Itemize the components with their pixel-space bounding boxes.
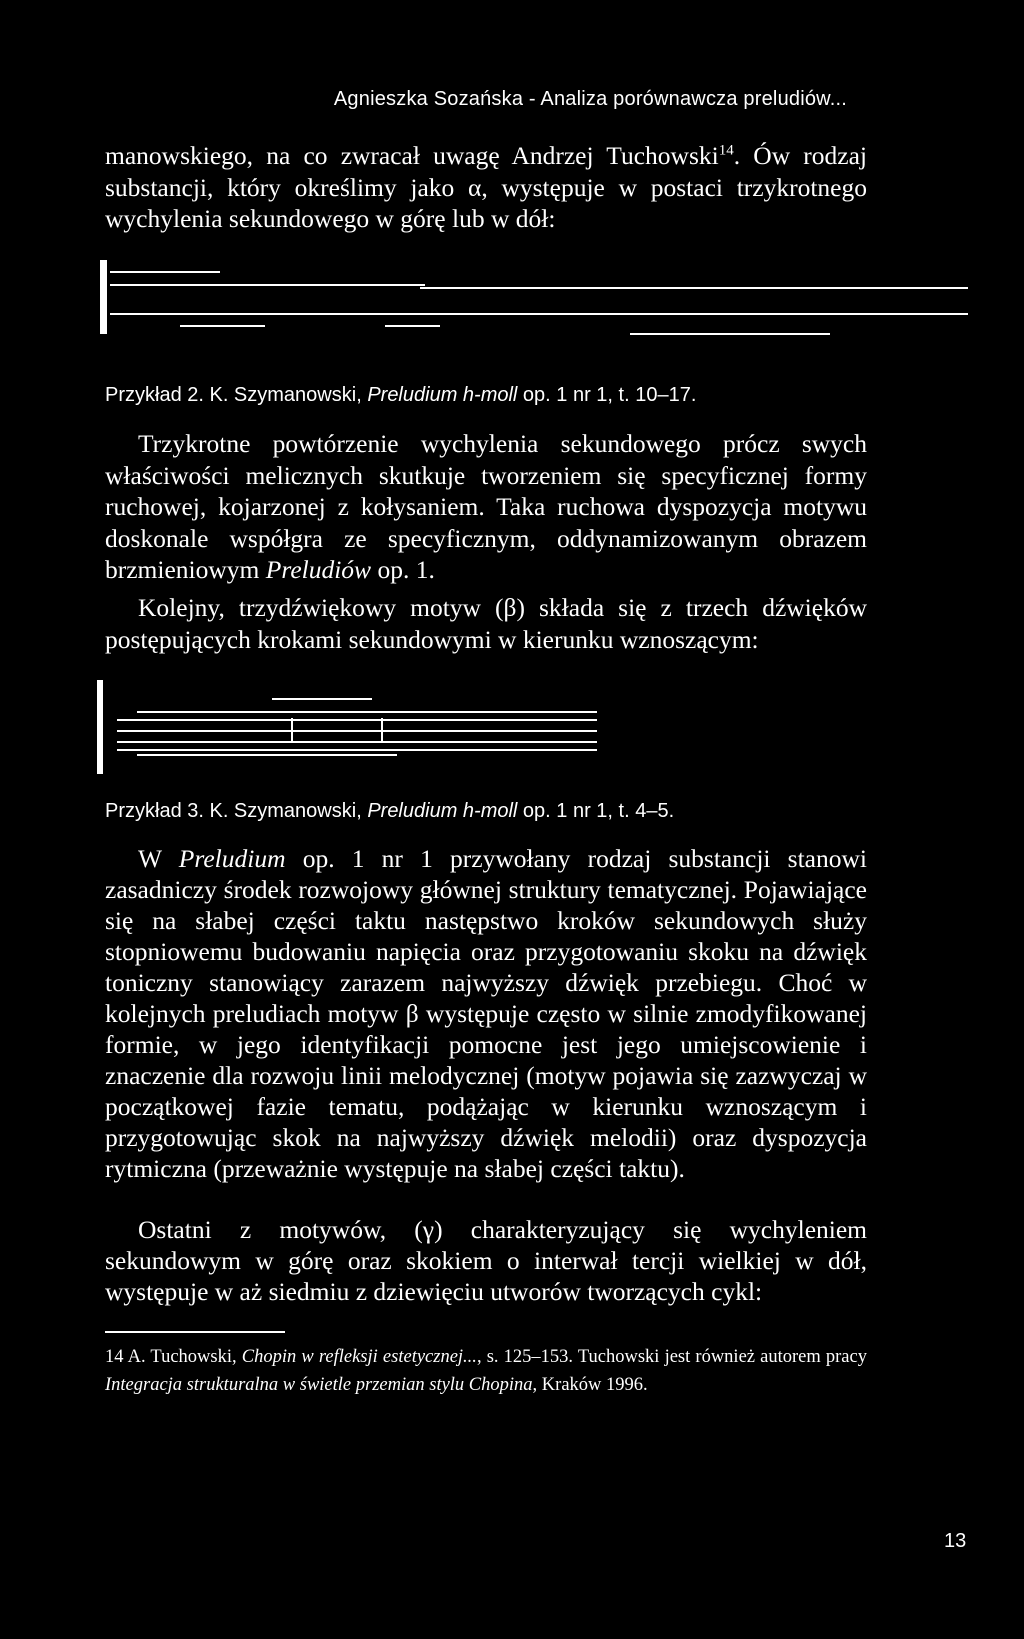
example-2-caption: Przykład 2. K. Szymanowski, Preludium h-moll op. 1 nr 1, t. 10–17.: [105, 384, 697, 406]
paragraph-3: Kolejny, trzydźwiękowy motyw (β) składa się z trzech dźwięków postępujących krokami sekundowymi w kierunku wznoszącym:: [105, 593, 867, 654]
footnote-separator: [105, 1331, 285, 1333]
music-example-2: [100, 258, 970, 343]
running-header: Agnieszka Sozańska - Analiza porównawcza preludiów...: [333, 88, 847, 110]
paragraph-2: Trzykrotne powtórzenie wychylenia sekundowego prócz swych właściwości melicznych skutkuje tworzeniem się specyficznej formy ruchowej, kojarzonej z kołysaniem. Taka ruchowa dyspozycja motywu doskonale współgra ze specyficznym, oddynamizowanym obrazem brzmieniowym Preludiów op. 1.: [105, 429, 867, 584]
example-3-caption: Przykład 3. K. Szymanowski, Preludium h-moll op. 1 nr 1, t. 4–5.: [105, 800, 675, 822]
paragraph-4: W Preludium op. 1 nr 1 przywołany rodzaj substancji stanowi zasadniczy środek rozwojowy głównej struktury tematycznej. Pojawiające się na słabej części taktu następstwo kroków sekundowych służy stopniowemu budowaniu napięcia oraz przygotowaniu skoku na dźwięk toniczny stanowiący zarazem najwyższy dźwięk przebiegu. Choć w kolejnych preludiach motyw β występuje często w silnie zmodyfikowanej formie, w jego identyfikacji pomocne jest jego umiejscowienie i znaczenie dla rozwoju linii melodycznej (motyw pojawia się zazwyczaj w początkowej fazie tematu, podążając w kierunku wznoszącym i przygotowując skok na najwyższy dźwięk melodii) oraz dyspozycja rytmiczna (przeważnie występuje na słabej części taktu).: [105, 844, 867, 1183]
paragraph-5: Ostatni z motywów, (γ) charakteryzujący się wychyleniem sekundowym w górę oraz skokiem o interwał tercji wielkiej w dół, występuje w aż siedmiu z dziewięciu utworów tworzących cykl:: [105, 1215, 867, 1306]
footnote-reference[interactable]: 14: [718, 142, 734, 159]
paragraph-1: manowskiego, na co zwracał uwagę Andrzej Tuchowski$^{14}$. Ów rodzaj substancji, który określimy jako α, występuje w postaci trzykrotnego wychylenia sekundowego w górę lub w dół:: [105, 141, 868, 233]
footnote-14: 14 A. Tuchowski, Chopin w refleksji estetycznej..., s. 125–153. Tuchowski jest również autorem pracy Integracja strukturalna w świetle przemian stylu Chopina, Kraków 1996.: [105, 1347, 867, 1395]
music-example-3: [97, 680, 607, 775]
page-number: 13: [944, 1530, 967, 1552]
